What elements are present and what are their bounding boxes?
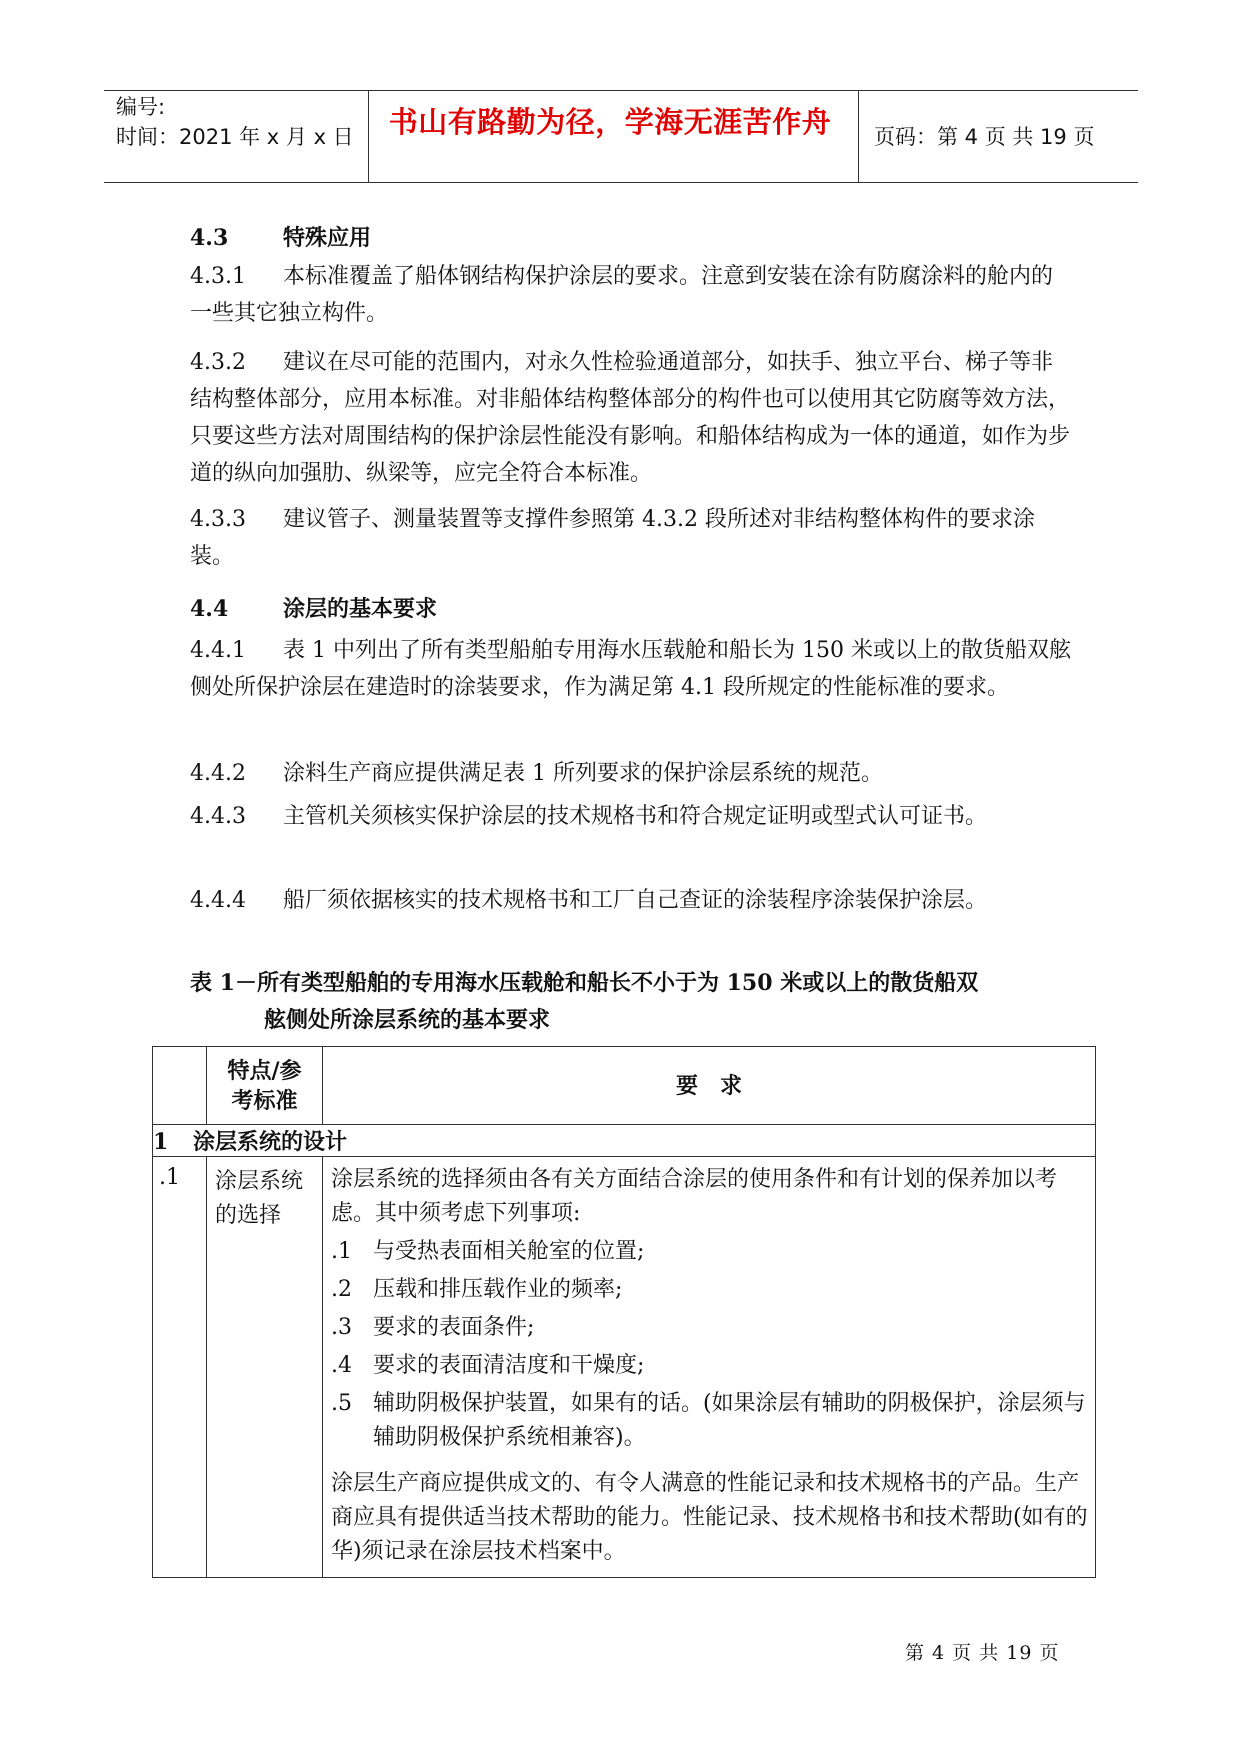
requirement-item [331,1349,1089,1383]
paragraph-number: 4.3.1 [190,264,246,289]
table-caption-line-2: 舷侧处所涂层系统的基本要求 [264,1007,551,1033]
header-divider-left [368,90,369,182]
requirement-intro: 涂层系统的选择须由各有关方面结合涂层的使用条件和有计划的保养加以考虑。其中须考虑下列事项: [331,1167,1058,1226]
section-heading-4-3 [190,221,371,252]
table-caption [190,965,1080,1039]
paragraph-text: 建议在尽可能的范围内，对永久性检验通道部分，如扶手、独立平台、梯子等非结构整体部分，应用本标准。对非船体结构整体部分的构件也可以使用其它防腐等效方法，只要这些方法对周围结构的保护涂层性能没有影响。和船体结构成为一体的通道，如作为步道的纵向加强肋、纵梁等，应完全符合本标准。 [190,350,1071,486]
paragraph-number: 4.4.4 [190,888,246,913]
table-section-title: 涂层系统的设计 [193,1129,348,1155]
paragraph-4-4-2 [190,755,1072,792]
header-number-label: 编号: [116,95,166,119]
table-section-row [153,1125,1096,1157]
section-title: 特殊应用 [283,225,372,251]
requirement-item [331,1273,1089,1307]
paragraph-number: 4.4.3 [190,804,246,829]
paragraph-4-3-2 [190,344,1072,492]
paragraph-4-3-1 [190,258,1072,332]
paragraph-text: 表 1 中列出了所有类型船舶专用海水压载舱和船长为 150 米或以上的散货船双舷侧处所保护涂层在建造时的涂装要求，作为满足第 4.1 段所规定的性能标准的要求。 [190,638,1071,700]
requirement-item-text: 要求的表面条件; [373,1315,535,1340]
section-title: 涂层的基本要求 [283,596,438,622]
paragraph-text: 船厂须依据核实的技术规格书和工厂自己查证的涂装程序涂装保护涂层。 [283,888,988,913]
table-row-number: .1 [153,1157,207,1578]
table-header-feature: 特点/参考标准 [207,1047,323,1125]
paragraph-4-4-3 [190,798,1072,835]
header-time-label: 时间：2021 年 x 月 x 日 [116,125,354,149]
requirement-item-text: 与受热表面相关舱室的位置; [373,1239,645,1264]
header-divider-right [858,90,859,182]
header-motto: 书山有路勤为径，学海无涯苦作舟 [388,105,832,139]
paragraph-text: 主管机关须核实保护涂层的技术规格书和符合规定证明或型式认可证书。 [283,804,988,829]
section-number: 4.3 [190,225,229,251]
requirement-item-number: .1 [331,1239,352,1264]
paragraph-text: 本标准覆盖了船体钢结构保护涂层的要求。注意到安装在涂有防腐涂料的舱内的一些其它独立构件。 [190,264,1054,326]
requirement-item-number: .4 [331,1353,352,1378]
paragraph-number: 4.4.2 [190,761,246,786]
header-top-rule [104,90,1138,91]
table-header-row [153,1047,1096,1125]
table-header-num-cell [153,1047,207,1125]
section-number: 4.4 [190,596,229,622]
header-bottom-rule [104,182,1138,183]
paragraph-4-3-3 [190,501,1072,575]
section-heading-4-4 [190,592,437,623]
table-section-cell [153,1125,1096,1157]
table-caption-line-1: 表 1－所有类型船舶的专用海水压载舱和船长不小于为 150 米或以上的散货船双 [190,970,979,996]
requirement-outro: 涂层生产商应提供成文的、有令人满意的性能记录和技术规格书的产品。生产商应具有提供适当技术帮助的能力。性能记录、技术规格书和技术帮助(如有的华)须记录在涂层技术档案中。 [331,1471,1088,1564]
header-meta [116,92,354,152]
paragraph-4-4-1 [190,632,1072,706]
paragraph-number: 4.4.1 [190,638,246,663]
requirement-item-text: 要求的表面清洁度和干燥度; [373,1353,645,1378]
requirement-item-text: 辅助阴极保护装置，如果有的话。(如果涂层有辅助的阴极保护，涂层须与辅助阴极保护系统相兼容)。 [373,1391,1086,1450]
table-section-number: 1 [153,1129,169,1155]
paragraph-text: 涂料生产商应提供满足表 1 所列要求的保护涂层系统的规范。 [283,761,883,786]
paragraph-text: 建议管子、测量装置等支撑件参照第 4.3.2 段所述对非结构整体构件的要求涂装。 [190,507,1035,569]
requirement-item [331,1311,1089,1345]
requirement-item-number: .3 [331,1315,352,1340]
requirement-item-text: 压载和排压载作业的频率; [373,1277,623,1302]
table-row-feature: 涂层系统的选择 [207,1157,323,1578]
requirement-item-number: .5 [331,1391,352,1416]
table-header-requirement: 要 求 [323,1047,1096,1125]
paragraph-4-4-4 [190,882,1072,919]
table-row [153,1157,1096,1578]
paragraph-number: 4.3.3 [190,507,246,532]
header-page-info: 页码：第 4 页 共 19 页 [874,125,1095,149]
table-row-requirement [323,1157,1096,1578]
requirement-item [331,1387,1089,1455]
requirement-item [331,1235,1089,1269]
footer-page-number: 第 4 页 共 19 页 [905,1642,1060,1664]
requirement-item-number: .2 [331,1277,352,1302]
paragraph-number: 4.3.2 [190,350,246,375]
requirements-table [152,1046,1096,1578]
